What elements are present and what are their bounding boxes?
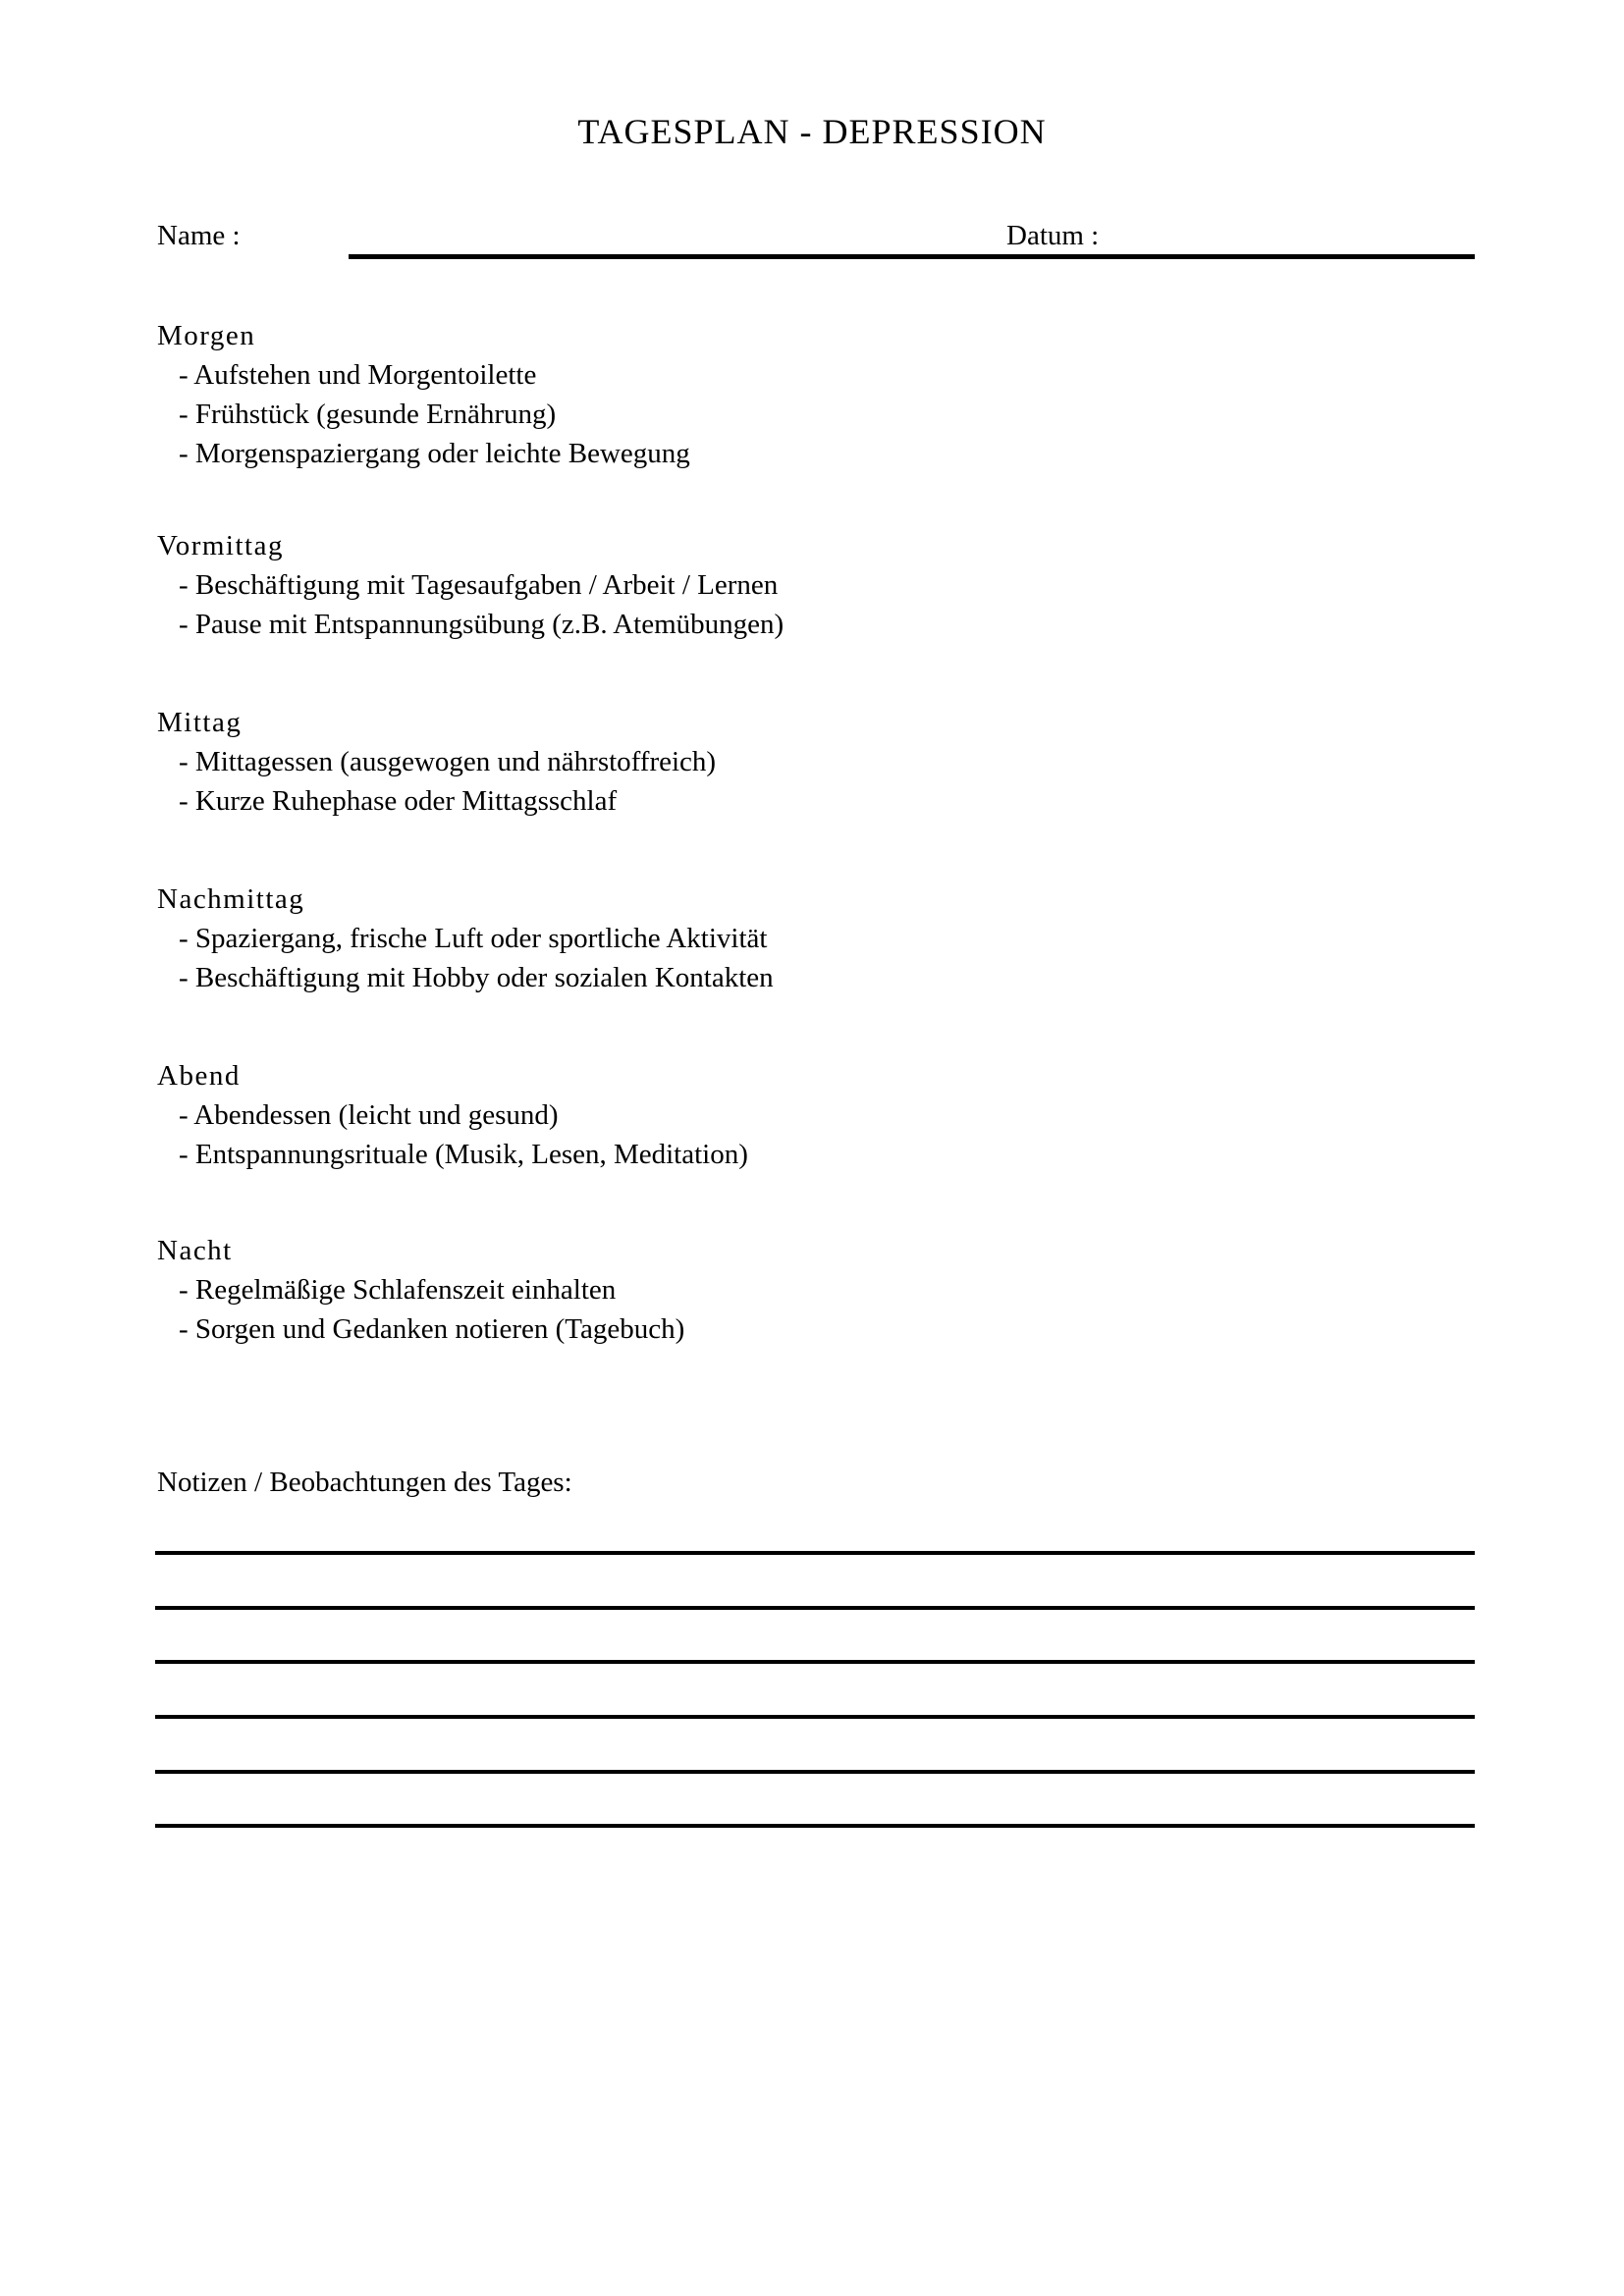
list-item: - Aufstehen und Morgentoilette [179, 359, 537, 391]
section-item-list [179, 1270, 684, 1349]
list-item: - Pause mit Entspannungsübung (z.B. Atemübungen) [179, 609, 785, 640]
section-heading: Morgen [157, 320, 256, 351]
section-item-list [179, 565, 784, 644]
notes-writing-line [155, 1824, 1475, 1828]
list-item: - Kurze Ruhephase oder Mittagsschlaf [179, 785, 618, 817]
notes-writing-line [155, 1715, 1475, 1719]
section-heading: Nachmittag [157, 883, 305, 915]
section-heading: Mittag [157, 707, 243, 738]
list-item: - Spaziergang, frische Luft oder sportliche Aktivität [179, 923, 768, 954]
section-vormittag [157, 526, 784, 644]
section-nachmittag [157, 880, 774, 997]
notes-writing-line [155, 1606, 1475, 1610]
list-item: - Beschäftigung mit Tagesaufgaben / Arbeit / Lernen [179, 569, 779, 601]
name-label: Name : [157, 220, 241, 251]
section-item-list [179, 742, 716, 821]
notes-writing-line [155, 1551, 1475, 1555]
name-date-underline [349, 254, 1475, 259]
list-item: - Abendessen (leicht und gesund) [179, 1099, 559, 1131]
notes-writing-line [155, 1770, 1475, 1774]
section-item-list [179, 919, 774, 997]
list-item: - Entspannungsrituale (Musik, Lesen, Meditation) [179, 1139, 748, 1170]
section-nacht [157, 1231, 684, 1349]
list-item: - Mittagessen (ausgewogen und nährstoffreich) [179, 746, 717, 777]
section-heading: Vormittag [157, 530, 284, 561]
section-item-list [179, 355, 690, 473]
notes-writing-line [155, 1660, 1475, 1664]
date-label: Datum : [1006, 220, 1100, 251]
list-item: - Morgenspaziergang oder leichte Bewegung [179, 438, 690, 469]
section-heading: Nacht [157, 1235, 233, 1266]
section-item-list [179, 1095, 748, 1174]
section-heading: Abend [157, 1060, 241, 1092]
section-mittag [157, 703, 716, 821]
section-morgen [157, 316, 690, 473]
list-item: - Beschäftigung mit Hobby oder sozialen Kontakten [179, 962, 774, 993]
list-item: - Sorgen und Gedanken notieren (Tagebuch) [179, 1313, 685, 1345]
list-item: - Regelmäßige Schlafenszeit einhalten [179, 1274, 617, 1306]
notes-label: Notizen / Beobachtungen des Tages: [157, 1467, 572, 1498]
list-item: - Frühstück (gesunde Ernährung) [179, 399, 557, 430]
page-title: TAGESPLAN - DEPRESSION [577, 112, 1047, 151]
section-abend [157, 1056, 748, 1174]
